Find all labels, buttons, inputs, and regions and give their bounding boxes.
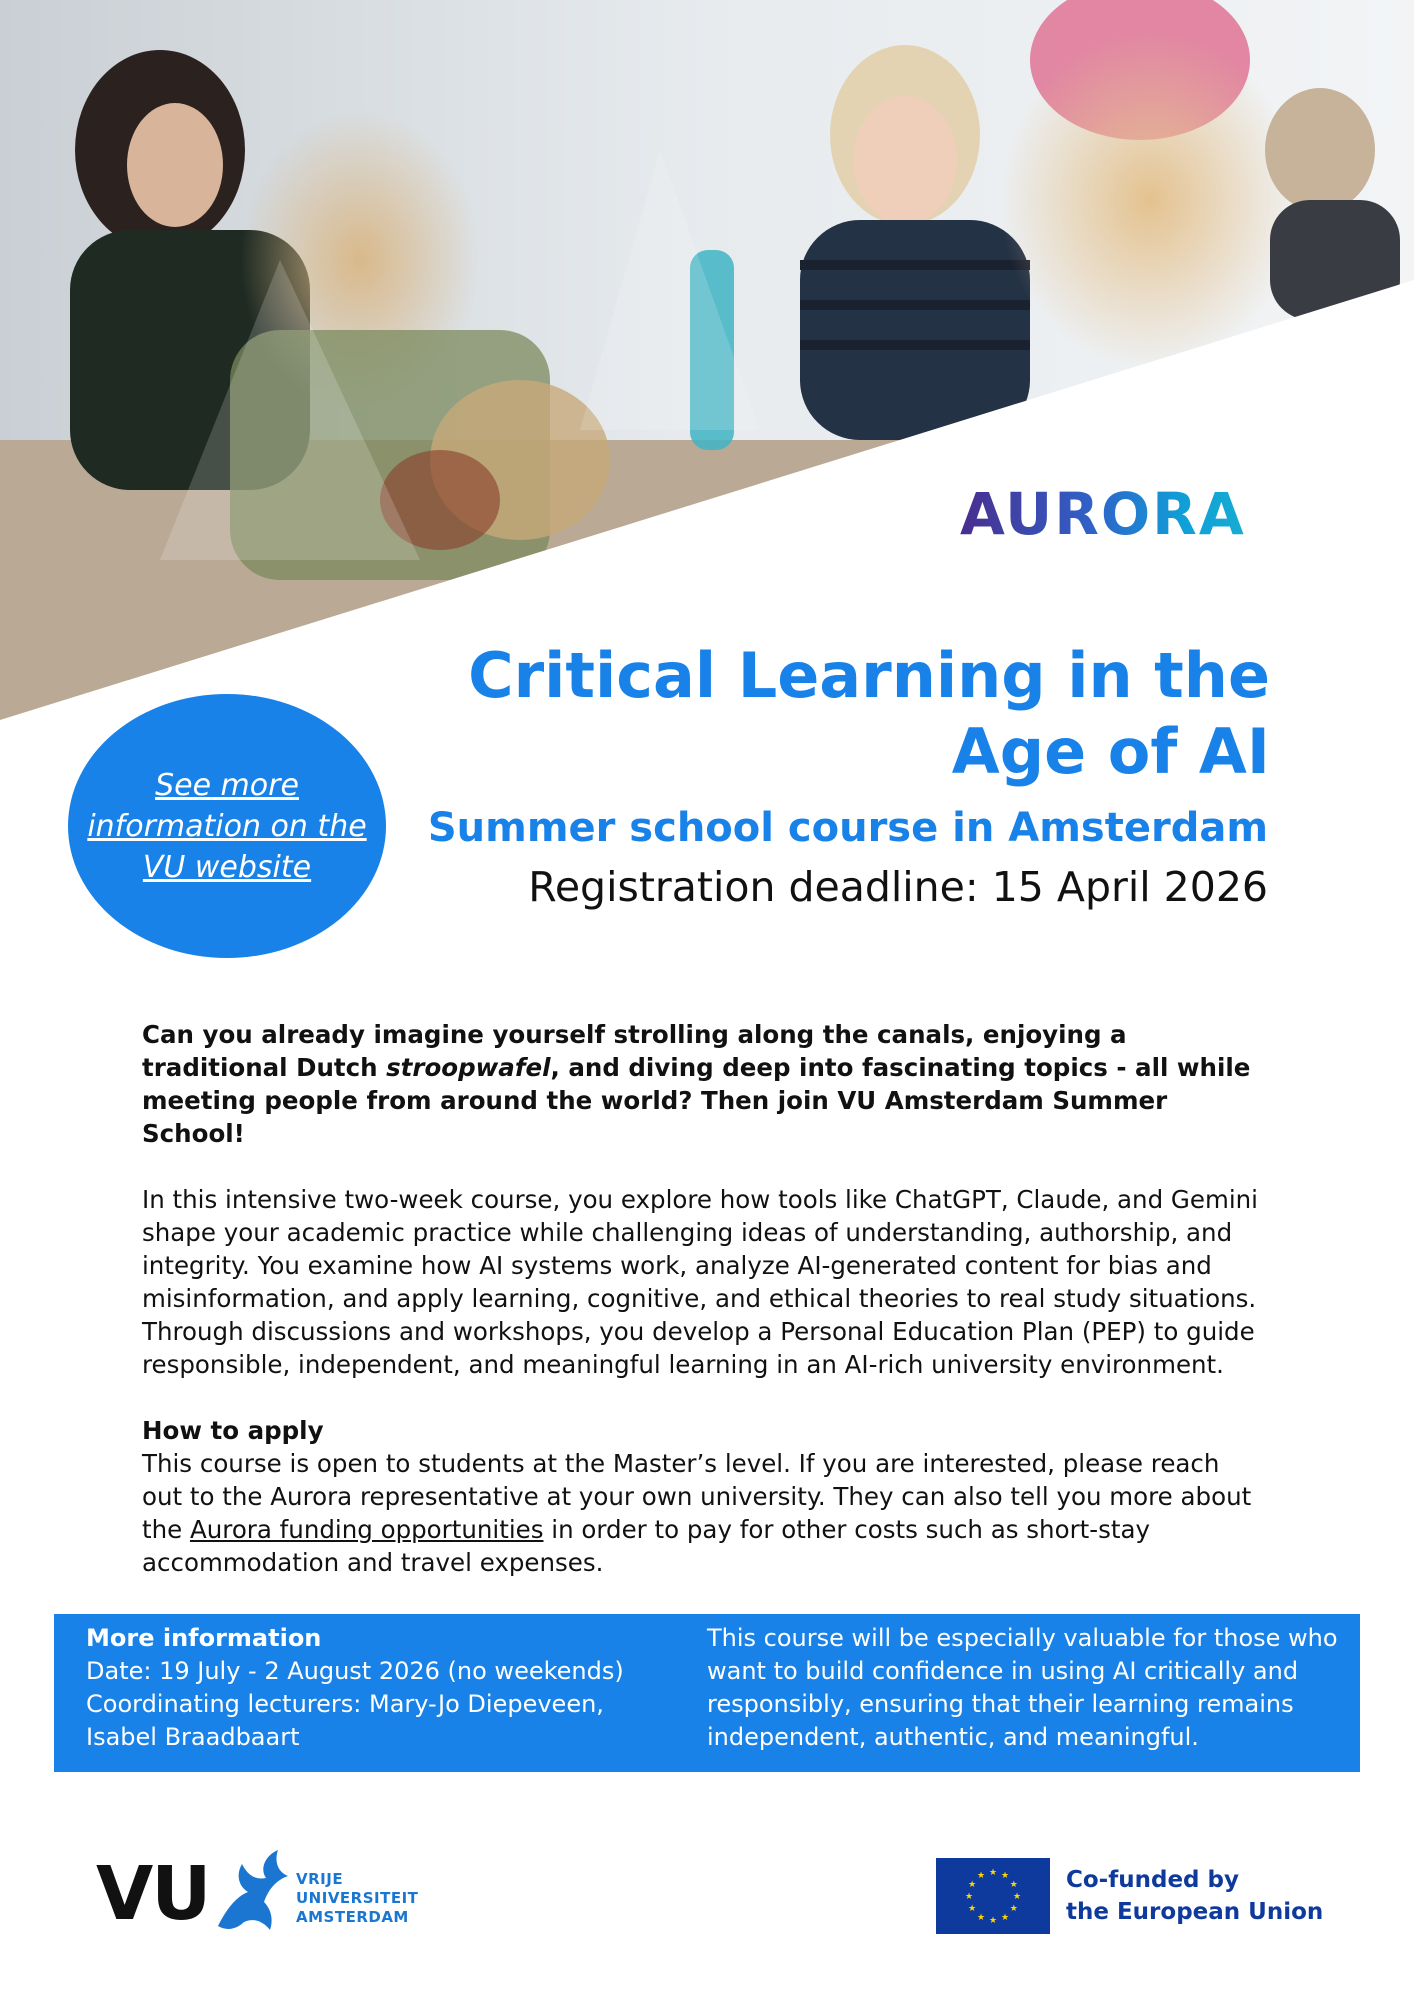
more-info-title: More information — [86, 1624, 322, 1652]
intro-text-1: Can you already imagine yourself strolling along the canals, enjoying a traditional Dutch — [142, 1020, 1127, 1082]
how-text-2: in order to pay for other costs such as short-stay accommodation and travel expenses. — [142, 1515, 1150, 1577]
course-lecturers: Coordinating lecturers: Mary-Jo Diepeveen, Isabel Braadbaart — [86, 1690, 604, 1751]
eu-star: ★ — [976, 1871, 986, 1882]
vu-name-line-2: UNIVERSITEIT — [296, 1889, 419, 1907]
aurora-funding-link[interactable]: Aurora funding opportunities — [190, 1515, 544, 1544]
title-line-2: Age of AI — [951, 715, 1270, 788]
eu-text — [1066, 1864, 1323, 1928]
info-circle — [68, 694, 386, 958]
intro-paragraph — [142, 1018, 1262, 1150]
more-info-left — [86, 1622, 666, 1754]
vu-letters: VU — [96, 1851, 210, 1937]
body-content — [142, 1018, 1262, 1612]
how-to-apply-heading: How to apply — [142, 1416, 324, 1445]
eu-star: ★ — [1009, 1904, 1018, 1914]
eu-star: ★ — [1000, 1912, 1010, 1923]
eu-star: ★ — [988, 1868, 998, 1878]
eu-star: ★ — [1012, 1892, 1022, 1902]
description-paragraph: In this intensive two-week course, you explore how tools like ChatGPT, Claude, and Gemini shape your academic practice while challenging ideas of understanding, authorship, and integrity. You examine how AI systems work, analyze AI-generated content for bias and misinformation, and apply learning, cognitive, and ethical theories to real study situations. Through discussions and workshops, you develop a Personal Education Plan (PEP) to guide responsible, independent, and meaningful learning in an AI-rich university environment. — [142, 1185, 1258, 1379]
eu-flag-icon — [936, 1858, 1050, 1934]
registration-deadline: Registration deadline: 15 April 2026 — [528, 863, 1268, 911]
vu-name-line-1: VRIJE — [296, 1870, 344, 1888]
vu-name-line-3: AMSTERDAM — [296, 1908, 409, 1926]
eu-star: ★ — [976, 1912, 986, 1923]
aurora-logo: AURORA — [960, 486, 1260, 542]
hero-photo — [0, 0, 1414, 720]
eu-cofunded-logo — [936, 1858, 1336, 1938]
eu-star: ★ — [1000, 1871, 1010, 1882]
eu-star: ★ — [968, 1880, 977, 1890]
page-title — [370, 638, 1270, 790]
more-info-box — [54, 1614, 1360, 1772]
griffin-icon — [208, 1846, 292, 1934]
eu-star: ★ — [1009, 1880, 1018, 1890]
vu-name — [296, 1870, 418, 1927]
eu-star: ★ — [988, 1916, 998, 1926]
eu-star: ★ — [964, 1892, 974, 1902]
how-text-1: This course is open to students at the Master’s level. If you are interested, please reach out to the Aurora representative at your own university. They can also tell you more about the — [142, 1449, 1252, 1544]
vu-website-link[interactable]: See more information on the VU website — [87, 767, 367, 885]
how-to-apply-paragraph — [142, 1447, 1262, 1579]
eu-text-line-2: the European Union — [1066, 1899, 1324, 1925]
course-date: Date: 19 July - 2 August 2026 (no weekends) — [86, 1657, 624, 1685]
intro-italic: stroopwafel — [386, 1053, 551, 1082]
page-subtitle: Summer school course in Amsterdam — [427, 805, 1268, 851]
title-line-1: Critical Learning in the — [468, 639, 1270, 712]
eu-star: ★ — [968, 1904, 977, 1914]
more-info-right: This course will be especially valuable for those who want to build confidence in using AI critically and responsibly, ensuring that their learning remains independent, authentic, and meaningful. — [707, 1624, 1338, 1751]
vu-logo — [96, 1846, 426, 1936]
intro-text-2: , and diving deep into fascinating topics - all while meeting people from around the world? Then join VU Amsterdam Summer School! — [142, 1053, 1251, 1148]
eu-text-line-1: Co-funded by — [1066, 1867, 1239, 1893]
